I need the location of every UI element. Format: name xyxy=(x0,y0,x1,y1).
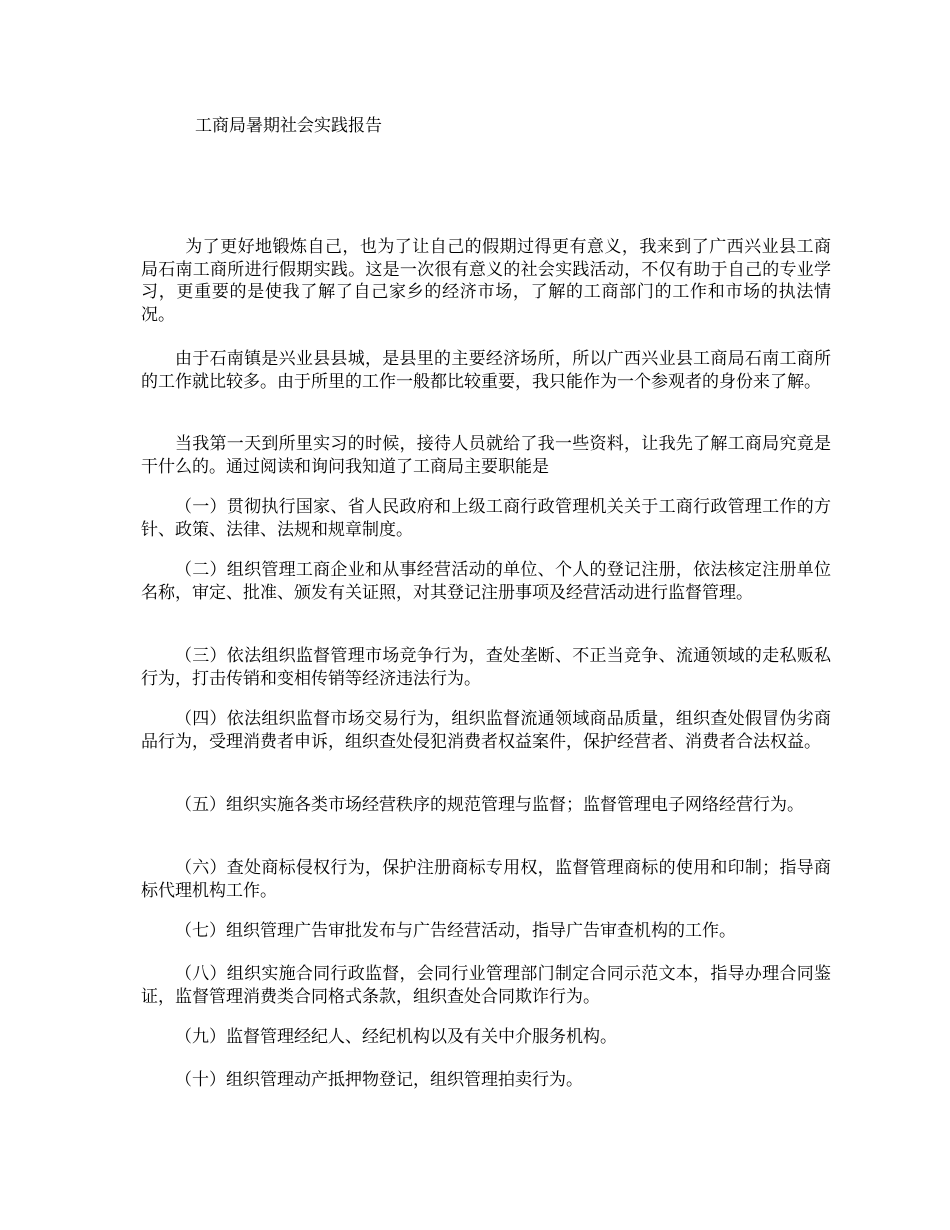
list-item-3: （三）依法组织监督管理市场竞争行为，查处垄断、不正当竞争、流通领域的走私贩私行为，打击传销和变相传销等经济违法行为。 xyxy=(141,646,831,689)
list-item-8: （八）组织实施合同行政监督，会同行业管理部门制定合同示范文本，指导办理合同鉴证，监督管理消费类合同格式条款，组织查处合同欺诈行为。 xyxy=(141,964,831,1007)
document-title: 工商局暑期社会实践报告 xyxy=(195,116,382,136)
paragraph-first-day: 当我第一天到所里实习的时候，接待人员就给了我一些资料，让我先了解工商局究竟是干什么的。通过阅读和询问我知道了工商局主要职能是 xyxy=(141,434,831,477)
list-item-10: （十）组织管理动产抵押物登记，组织管理拍卖行为。 xyxy=(175,1070,583,1090)
list-item-2: （二）组织管理工商企业和从事经营活动的单位、个人的登记注册，依法核定注册单位名称，审定、批准、颁发有关证照，对其登记注册事项及经营活动进行监督管理。 xyxy=(141,560,831,603)
list-item-5: （五）组织实施各类市场经营秩序的规范管理与监督；监督管理电子网络经营行为。 xyxy=(175,795,804,815)
list-item-1: （一）贯彻执行国家、省人民政府和上级工商行政管理机关关于工商行政管理工作的方针、政策、法律、法规和规章制度。 xyxy=(141,497,831,540)
paragraph-intro: 为了更好地锻炼自己，也为了让自己的假期过得更有意义，我来到了广西兴业县工商局石南工商所进行假期实践。这是一次很有意义的社会实践活动，不仅有助于自己的专业学习，更重要的是使我了解了自己家乡的经济市场，了解的工商部门的工作和市场的执法情况。 xyxy=(141,237,831,325)
list-item-4: （四）依法组织监督市场交易行为，组织监督流通领域商品质量，组织查处假冒伪劣商品行为，受理消费者申诉，组织查处侵犯消费者权益案件，保护经营者、消费者合法权益。 xyxy=(141,709,831,752)
list-item-7: （七）组织管理广告审批发布与广告经营活动，指导广告审查机构的工作。 xyxy=(175,921,736,941)
paragraph-background: 由于石南镇是兴业县县城，是县里的主要经济场所，所以广西兴业县工商局石南工商所的工作就比较多。由于所里的工作一般都比较重要，我只能作为一个参观者的身份来了解。 xyxy=(141,349,831,392)
list-item-6: （六）查处商标侵权行为，保护注册商标专用权，监督管理商标的使用和印制；指导商标代理机构工作。 xyxy=(141,858,831,901)
list-item-9: （九）监督管理经纪人、经纪机构以及有关中介服务机构。 xyxy=(175,1027,617,1047)
